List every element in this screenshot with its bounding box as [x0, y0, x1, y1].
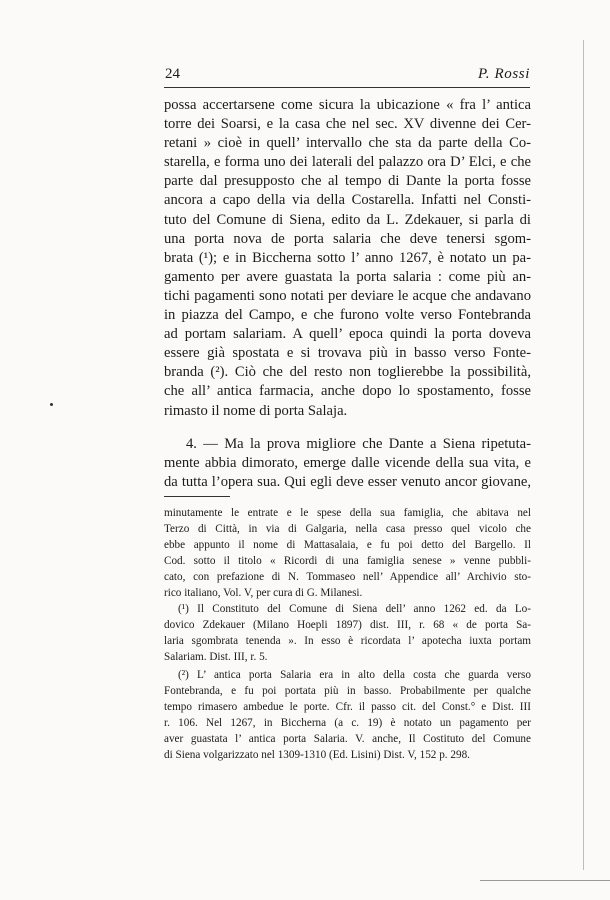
main-text	[164, 96, 531, 492]
footnote-2-line: tempo rimasero ambedue le porte. Cfr. il passo cit. del Const.° e Dist. III	[164, 701, 531, 713]
running-head: P. Rossi	[477, 66, 530, 82]
footnote-2-line: (²) L’ antica porta Salaria era in alto della costa che guarda verso	[178, 669, 531, 681]
text-line: una porta nova de porta salaria che deve tenersi sgom-	[164, 230, 531, 247]
footnote-continuation-line: rico italiano, Vol. V, per cura di G. Milanesi.	[164, 587, 363, 599]
footnote-1-line: dovico Zdekauer (Milano Hoepli 1897) dist. III, r. 68 « de porta Sa-	[164, 619, 531, 631]
footnote-2-line: aver guastata l’ antica porta Salaria. V. anche, Il Costituto del Comune	[164, 733, 531, 745]
footnote-continuation-line: ebbe appunto il nome di Mattasalaia, e fu poi detto del Bargello. Il	[164, 539, 531, 551]
footnote-1-line: (¹) Il Constituto del Comune di Siena dell’ anno 1262 ed. da Lo-	[178, 603, 531, 615]
margin-mark	[50, 403, 53, 406]
scan-bottom-edge	[480, 880, 610, 881]
text-line: possa accertarsene come sicura la ubicazione « fra l’ antica	[164, 97, 531, 113]
text-line: tuto del Comune di Siena, edito da L. Zdekauer, si parla di	[164, 211, 531, 228]
footnote-continuation-line: Cod. sotto il titolo « Ricordi di una famiglia senese » venne pubbli-	[164, 555, 531, 567]
section-4-line: da tutta l’opera sua. Qui egli deve esser venuto ancor giovane,	[164, 473, 531, 490]
text-line: torre dei Soarsi, e la casa che nel sec. XV divenne dei Cer-	[164, 116, 531, 133]
section-4-line: mente abbia dimorato, emerge dalle vicende della sua vita, e	[164, 454, 531, 471]
footnote-continuation-line: Terzo di Città, in via di Galgaria, nella casa presso quel vicolo che	[164, 523, 531, 535]
footnote-2-line: di Siena volgarizzato nel 1309-1310 (Ed. Lisini) Dist. V, 152 p. 298.	[164, 749, 470, 761]
text-line: che all’ antica farmacia, anche dopo lo spostamento, fosse	[164, 383, 531, 400]
text-line: starella, e forma uno dei laterali del palazzo ora D’ Elci, e che	[164, 154, 531, 171]
paragraph-gap	[164, 421, 531, 435]
text-line: retani » cioè in quell’ intervallo che sta da parte della Co-	[164, 135, 531, 152]
footnote-1-line: laria sgombrata tenenda ». In esso è ricordata l’ apotecha iuxta portam	[164, 635, 531, 647]
section-4-line: 4. — Ma la prova migliore che Dante a Siena ripetuta-	[186, 435, 531, 452]
text-line: in piazza del Campo, e che furono volte verso Fontebranda	[164, 307, 531, 324]
text-line: ancora a capo della via della Costarella. Infatti nel Consti-	[164, 192, 531, 209]
footnote-rule	[164, 496, 230, 497]
page-number: 24	[165, 66, 180, 82]
footnote-continuation-line: cato, con prefazione di N. Tommaseo nell’ Appendice all’ Archivio sto-	[164, 571, 531, 583]
text-line: essere già spostata e si trovava più in basso verso Fonte-	[164, 345, 531, 362]
footnotes	[164, 505, 531, 763]
text-line: gamento per avere guastata la porta salaria : come più an-	[164, 268, 531, 285]
text-line: rimasto il nome di porta Salaja.	[164, 402, 348, 419]
footnote-2-line: r. 106. Nel 1267, in Biccherna (a c. 19) è notato un pagamento per	[164, 717, 531, 729]
footnote-1-line: Salariam. Dist. III, r. 5.	[164, 651, 268, 663]
footnote-continuation-line: minutamente le entrate e le spese della sua famiglia, che abitava nel	[164, 507, 531, 519]
text-line: brata (¹); e in Biccherna sotto l’ anno 1267, è notato un pa-	[164, 249, 531, 266]
page-edge-shadow	[583, 40, 584, 870]
text-line: ad portam salariam. A quell’ epoca quindi la porta doveva	[164, 326, 531, 343]
text-line: tichi pagamenti sono notati per deviare le acque che andavano	[164, 287, 531, 304]
page-header	[165, 66, 530, 84]
footnote-2-line: Fontebranda, e fu poi portata più in basso. Probabilmente per qualche	[164, 685, 531, 697]
text-line: parte dal presupposto che al tempo di Dante la porta fosse	[164, 173, 531, 190]
header-rule	[164, 87, 530, 88]
text-line: branda (²). Ciò che del resto non toglierebbe la possibilità,	[164, 364, 531, 381]
